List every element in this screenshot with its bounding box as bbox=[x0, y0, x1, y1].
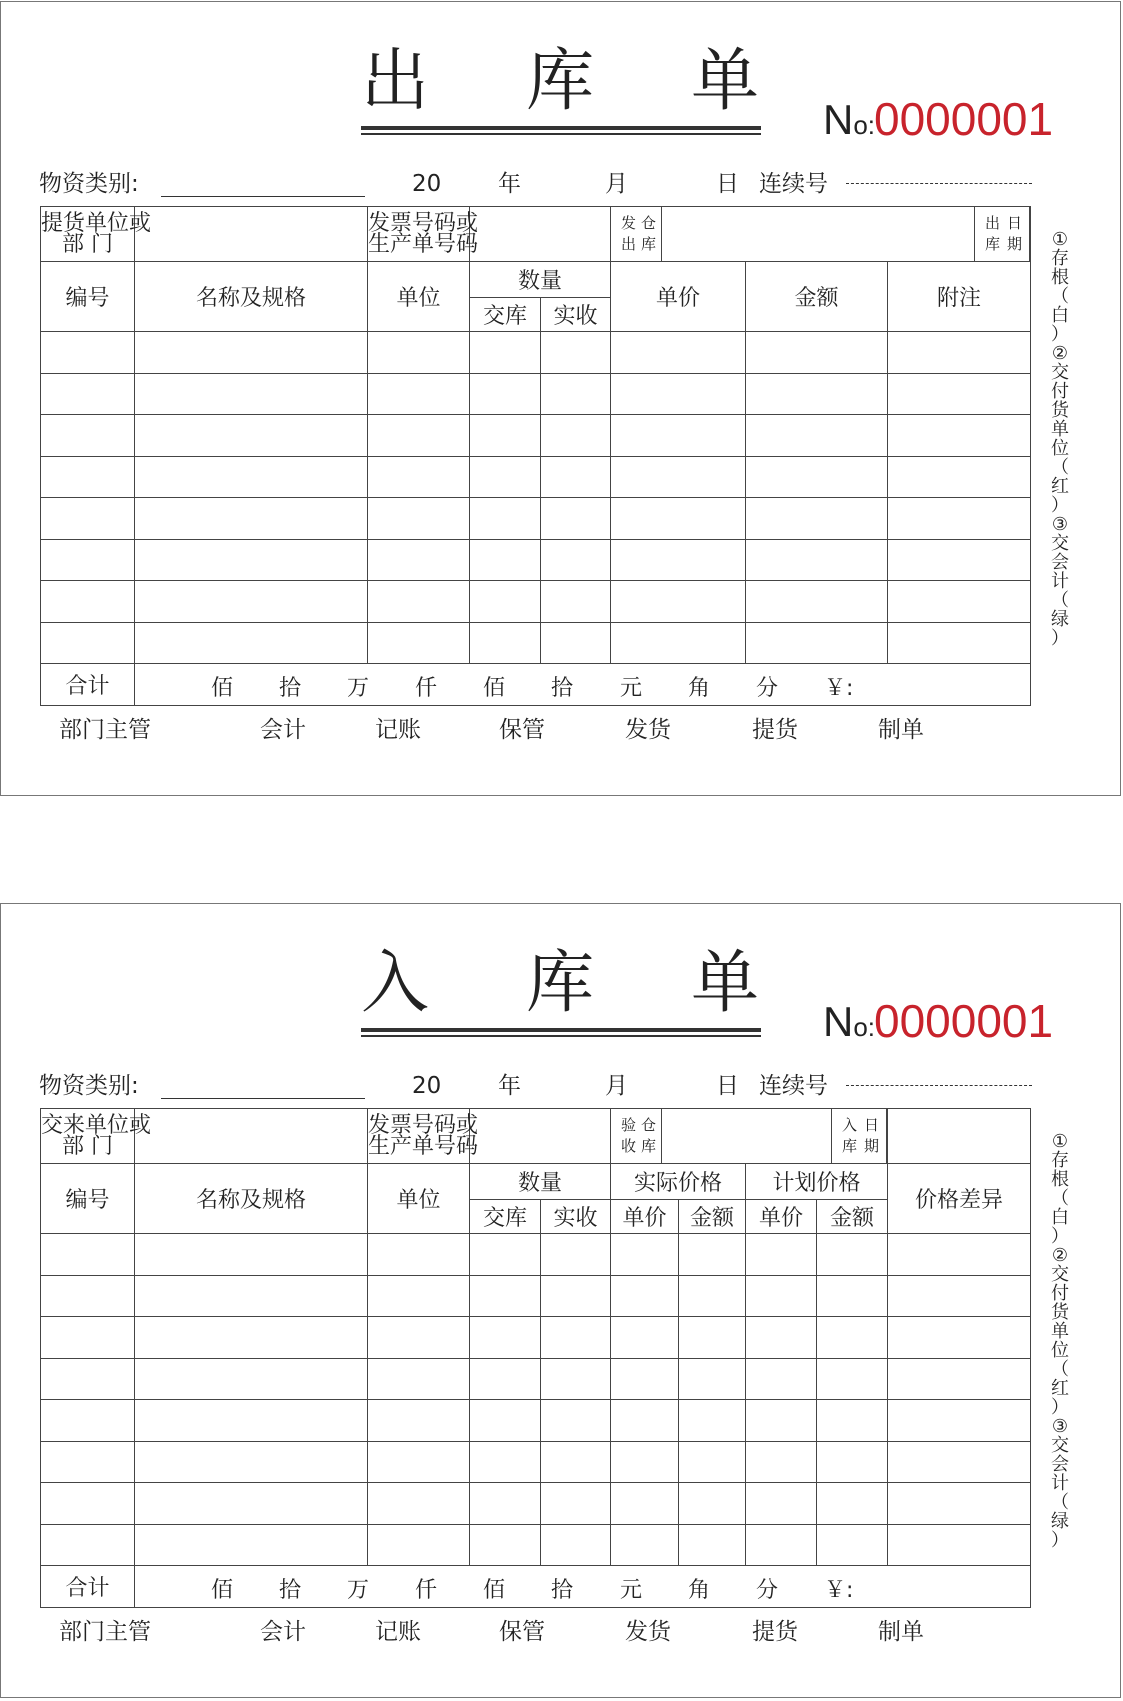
amount-yuan-symbol: ￥: bbox=[824, 676, 854, 701]
table-cell[interactable] bbox=[679, 1234, 746, 1276]
table-cell[interactable] bbox=[888, 581, 1031, 623]
table-cell[interactable] bbox=[541, 1524, 611, 1566]
signature-preparer: 制单 bbox=[878, 717, 924, 743]
amount-unit: 拾 bbox=[551, 1578, 574, 1603]
table-cell[interactable] bbox=[888, 1400, 1031, 1442]
table-cell[interactable] bbox=[746, 1524, 817, 1566]
table-cell[interactable] bbox=[888, 1234, 1031, 1276]
table-cell[interactable] bbox=[611, 1358, 679, 1400]
table-cell[interactable] bbox=[135, 373, 368, 415]
warehouse-field[interactable] bbox=[662, 207, 975, 261]
table-cell[interactable] bbox=[679, 1275, 746, 1317]
table-cell[interactable] bbox=[746, 456, 888, 498]
table-cell[interactable] bbox=[541, 1358, 611, 1400]
table-cell[interactable] bbox=[41, 498, 135, 540]
table-cell[interactable] bbox=[470, 332, 541, 374]
signature-dept-manager: 部门主管 bbox=[59, 1619, 151, 1645]
col-unit-price: 单价 bbox=[611, 262, 746, 332]
signature-accountant: 会计 bbox=[260, 717, 306, 743]
table-cell[interactable] bbox=[41, 415, 135, 457]
table-cell[interactable] bbox=[41, 1400, 135, 1442]
table-cell[interactable] bbox=[888, 1483, 1031, 1525]
table-cell[interactable] bbox=[541, 1234, 611, 1276]
table-cell[interactable] bbox=[746, 1441, 817, 1483]
day-label: 日 bbox=[716, 171, 739, 197]
table-cell[interactable] bbox=[746, 1234, 817, 1276]
signature-shipper: 发货 bbox=[625, 717, 671, 743]
table-row bbox=[41, 1524, 1031, 1566]
serial-no-label: No: bbox=[823, 998, 876, 1045]
table-cell[interactable] bbox=[135, 415, 368, 457]
date-label: 入库 日期 bbox=[832, 1109, 887, 1163]
table-cell[interactable] bbox=[746, 415, 888, 457]
table-row bbox=[41, 1483, 1031, 1525]
table-cell[interactable] bbox=[470, 1400, 541, 1442]
date-year-prefix: 20 bbox=[412, 1073, 442, 1099]
table-cell[interactable] bbox=[746, 622, 888, 664]
table-cell[interactable] bbox=[888, 415, 1031, 457]
table-cell[interactable] bbox=[41, 1483, 135, 1525]
table-row bbox=[41, 1358, 1031, 1400]
table-cell[interactable] bbox=[817, 1524, 888, 1566]
signature-bookkeeper: 记账 bbox=[375, 717, 421, 743]
table-cell[interactable] bbox=[41, 1317, 135, 1359]
col-actual-price: 实际价格 bbox=[611, 1164, 746, 1200]
table-cell[interactable] bbox=[817, 1234, 888, 1276]
col-plan-unit-price: 单价 bbox=[746, 1200, 817, 1234]
col-qty-delivered: 交库 bbox=[470, 298, 541, 332]
table-cell[interactable] bbox=[135, 1483, 368, 1525]
table-cell[interactable] bbox=[817, 1483, 888, 1525]
title-underline bbox=[361, 1028, 761, 1032]
col-number: 编号 bbox=[41, 262, 135, 332]
signature-custodian: 保管 bbox=[499, 1619, 545, 1645]
signature-receiver: 提货 bbox=[752, 717, 798, 743]
table-cell[interactable] bbox=[611, 1441, 679, 1483]
total-label: 合计 bbox=[41, 1566, 135, 1608]
table-cell[interactable] bbox=[746, 1317, 817, 1359]
copy-distribution-note: ① 存 根 （ 白 ） ② 交 付 货 单 位 （ 红 ） ③ 交 会 计 （ 绿 ） bbox=[1051, 1131, 1069, 1551]
table-row bbox=[41, 456, 1031, 498]
table-cell[interactable] bbox=[888, 1317, 1031, 1359]
table-cell[interactable] bbox=[541, 373, 611, 415]
table-cell[interactable] bbox=[368, 1441, 470, 1483]
outbound-slip bbox=[0, 1, 1121, 796]
table-cell[interactable] bbox=[817, 1275, 888, 1317]
serial-field[interactable] bbox=[846, 1085, 1032, 1086]
table-cell[interactable] bbox=[611, 539, 746, 581]
table-cell[interactable] bbox=[541, 539, 611, 581]
table-cell[interactable] bbox=[135, 622, 368, 664]
table-cell[interactable] bbox=[611, 622, 746, 664]
table-cell[interactable] bbox=[135, 332, 368, 374]
signature-accountant: 会计 bbox=[260, 1619, 306, 1645]
table-cell[interactable] bbox=[41, 581, 135, 623]
table-cell[interactable] bbox=[368, 1234, 470, 1276]
table-cell[interactable] bbox=[888, 498, 1031, 540]
warehouse-field[interactable] bbox=[662, 1109, 832, 1163]
table-cell[interactable] bbox=[368, 373, 470, 415]
amount-in-words-row[interactable] bbox=[135, 664, 1030, 705]
serial-label: 连续号 bbox=[759, 171, 828, 197]
table-cell[interactable] bbox=[611, 1524, 679, 1566]
table-cell[interactable] bbox=[888, 1524, 1031, 1566]
table-cell[interactable] bbox=[470, 1317, 541, 1359]
unit-label: 交来单位或 部 门 bbox=[41, 1109, 135, 1164]
form-title bbox=[361, 42, 761, 121]
table-row bbox=[41, 1400, 1031, 1442]
total-label: 合计 bbox=[41, 664, 135, 706]
table-cell[interactable] bbox=[611, 498, 746, 540]
signature-receiver: 提货 bbox=[752, 1619, 798, 1645]
amount-unit: 分 bbox=[756, 1578, 779, 1603]
table-cell[interactable] bbox=[41, 456, 135, 498]
table-cell[interactable] bbox=[368, 1400, 470, 1442]
table-cell[interactable] bbox=[470, 1275, 541, 1317]
table-cell[interactable] bbox=[611, 1275, 679, 1317]
table-cell[interactable] bbox=[41, 1441, 135, 1483]
col-qty-received: 实收 bbox=[541, 1200, 611, 1234]
table-cell[interactable] bbox=[135, 539, 368, 581]
table-cell[interactable] bbox=[541, 581, 611, 623]
col-number: 编号 bbox=[41, 1164, 135, 1234]
col-unit: 单位 bbox=[368, 262, 470, 332]
year-label: 年 bbox=[498, 171, 521, 197]
table-cell[interactable] bbox=[368, 539, 470, 581]
table-row bbox=[41, 1234, 1031, 1276]
amount-unit: 仟 bbox=[415, 1578, 438, 1603]
table-cell[interactable] bbox=[541, 1317, 611, 1359]
table-cell[interactable] bbox=[611, 581, 746, 623]
serial-no-value: 0000001 bbox=[874, 995, 1054, 1047]
material-category-field[interactable] bbox=[161, 1098, 365, 1099]
table-cell[interactable] bbox=[368, 1317, 470, 1359]
table-row bbox=[41, 539, 1031, 581]
table-cell[interactable] bbox=[470, 456, 541, 498]
unit-field[interactable] bbox=[135, 207, 368, 262]
table-cell[interactable] bbox=[541, 415, 611, 457]
amount-unit: 仟 bbox=[415, 676, 438, 701]
col-qty-received: 实收 bbox=[541, 298, 611, 332]
table-cell[interactable] bbox=[888, 622, 1031, 664]
table-cell[interactable] bbox=[611, 1483, 679, 1525]
table-cell[interactable] bbox=[888, 373, 1031, 415]
table-cell[interactable] bbox=[135, 1317, 368, 1359]
table-cell[interactable] bbox=[746, 1483, 817, 1525]
table-cell[interactable] bbox=[817, 1400, 888, 1442]
serial-field[interactable] bbox=[846, 183, 1032, 184]
amount-unit: 拾 bbox=[551, 676, 574, 701]
table-cell[interactable] bbox=[41, 1275, 135, 1317]
signature-preparer: 制单 bbox=[878, 1619, 924, 1645]
table-cell[interactable] bbox=[470, 1441, 541, 1483]
signature-custodian: 保管 bbox=[499, 717, 545, 743]
table-cell[interactable] bbox=[135, 456, 368, 498]
amount-unit: 拾 bbox=[279, 676, 302, 701]
invoice-field[interactable] bbox=[470, 1109, 611, 1164]
col-plan-amount: 金额 bbox=[817, 1200, 888, 1234]
table-cell[interactable] bbox=[611, 415, 746, 457]
col-amount: 金额 bbox=[746, 262, 888, 332]
amount-unit: 元 bbox=[620, 676, 643, 701]
signature-bookkeeper: 记账 bbox=[375, 1619, 421, 1645]
date-year-prefix: 20 bbox=[412, 171, 442, 197]
unit-field[interactable] bbox=[135, 1109, 368, 1164]
month-label: 月 bbox=[605, 1073, 628, 1099]
table-cell[interactable] bbox=[746, 539, 888, 581]
col-quantity: 数量 bbox=[470, 1164, 611, 1200]
table-row bbox=[41, 373, 1031, 415]
table-cell[interactable] bbox=[611, 1234, 679, 1276]
table-row bbox=[41, 332, 1031, 374]
title-underline bbox=[361, 126, 761, 130]
signature-shipper: 发货 bbox=[625, 1619, 671, 1645]
date-field[interactable] bbox=[888, 1109, 1031, 1164]
invoice-field[interactable] bbox=[470, 207, 611, 262]
table-cell[interactable] bbox=[679, 1483, 746, 1525]
table-cell[interactable] bbox=[746, 498, 888, 540]
table-cell[interactable] bbox=[888, 1275, 1031, 1317]
table-cell[interactable] bbox=[41, 332, 135, 374]
table-cell[interactable] bbox=[135, 1524, 368, 1566]
table-row bbox=[41, 1441, 1031, 1483]
title-char: 入 bbox=[361, 944, 430, 1023]
table-cell[interactable] bbox=[679, 1358, 746, 1400]
col-actual-unit-price: 单价 bbox=[611, 1200, 679, 1234]
warehouse-label: 验收 仓库 bbox=[611, 1109, 662, 1163]
title-char: 出 bbox=[361, 42, 430, 121]
table-cell[interactable] bbox=[541, 1400, 611, 1442]
serial-no-value: 0000001 bbox=[874, 93, 1054, 145]
table-cell[interactable] bbox=[368, 1483, 470, 1525]
table-cell[interactable] bbox=[41, 622, 135, 664]
table-cell[interactable] bbox=[470, 498, 541, 540]
table-cell[interactable] bbox=[888, 539, 1031, 581]
table-cell[interactable] bbox=[888, 456, 1031, 498]
table-cell[interactable] bbox=[541, 498, 611, 540]
table-cell[interactable] bbox=[746, 1358, 817, 1400]
col-price-diff: 价格差异 bbox=[888, 1164, 1031, 1234]
table-cell[interactable] bbox=[679, 1524, 746, 1566]
table-row bbox=[41, 1275, 1031, 1317]
table-cell[interactable] bbox=[541, 1275, 611, 1317]
material-category-label: 物资类别: bbox=[39, 1073, 139, 1099]
amount-unit: 拾 bbox=[279, 1578, 302, 1603]
table-cell[interactable] bbox=[746, 1400, 817, 1442]
table-cell[interactable] bbox=[368, 498, 470, 540]
table-cell[interactable] bbox=[470, 539, 541, 581]
table-cell[interactable] bbox=[135, 1358, 368, 1400]
amount-unit: 角 bbox=[688, 676, 711, 701]
table-cell[interactable] bbox=[611, 332, 746, 374]
table-cell[interactable] bbox=[541, 622, 611, 664]
col-name-spec: 名称及规格 bbox=[135, 1164, 368, 1234]
amount-unit: 万 bbox=[347, 1578, 370, 1603]
col-plan-price: 计划价格 bbox=[746, 1164, 888, 1200]
table-cell[interactable] bbox=[611, 373, 746, 415]
amount-unit: 佰 bbox=[211, 676, 234, 701]
table-cell[interactable] bbox=[470, 1524, 541, 1566]
table-cell[interactable] bbox=[41, 1358, 135, 1400]
form-title bbox=[361, 944, 761, 1023]
amount-unit: 佰 bbox=[483, 1578, 506, 1603]
table-cell[interactable] bbox=[368, 581, 470, 623]
table-cell[interactable] bbox=[470, 1483, 541, 1525]
col-unit: 单位 bbox=[368, 1164, 470, 1234]
invoice-label: 发票号码或 生产单号码 bbox=[368, 207, 470, 262]
table-cell[interactable] bbox=[470, 1358, 541, 1400]
title-char: 库 bbox=[526, 944, 595, 1023]
table-cell[interactable] bbox=[746, 1275, 817, 1317]
table-cell[interactable] bbox=[470, 581, 541, 623]
table-cell[interactable] bbox=[541, 332, 611, 374]
table-cell[interactable] bbox=[135, 1275, 368, 1317]
table-cell[interactable] bbox=[135, 1441, 368, 1483]
table-row bbox=[41, 581, 1031, 623]
signature-dept-manager: 部门主管 bbox=[59, 717, 151, 743]
table-cell[interactable] bbox=[679, 1317, 746, 1359]
table-cell[interactable] bbox=[541, 1483, 611, 1525]
col-name-spec: 名称及规格 bbox=[135, 262, 368, 332]
table-cell[interactable] bbox=[611, 1400, 679, 1442]
title-char: 单 bbox=[691, 944, 760, 1023]
table-cell[interactable] bbox=[368, 456, 470, 498]
title-underline bbox=[361, 1035, 761, 1037]
table-cell[interactable] bbox=[679, 1400, 746, 1442]
table-cell[interactable] bbox=[135, 1234, 368, 1276]
table-cell[interactable] bbox=[679, 1441, 746, 1483]
table-cell[interactable] bbox=[888, 1441, 1031, 1483]
table-cell[interactable] bbox=[368, 332, 470, 374]
table-cell[interactable] bbox=[746, 373, 888, 415]
table-cell[interactable] bbox=[41, 539, 135, 581]
table-cell[interactable] bbox=[368, 622, 470, 664]
table-cell[interactable] bbox=[746, 332, 888, 374]
table-cell[interactable] bbox=[746, 581, 888, 623]
table-row bbox=[41, 415, 1031, 457]
table-cell[interactable] bbox=[368, 1524, 470, 1566]
warehouse-label: 发出 仓库 bbox=[611, 207, 662, 261]
title-char: 单 bbox=[691, 42, 760, 121]
items-table bbox=[40, 1108, 1031, 1608]
amount-unit: 角 bbox=[688, 1578, 711, 1603]
table-cell[interactable] bbox=[541, 456, 611, 498]
table-cell[interactable] bbox=[817, 1441, 888, 1483]
table-cell[interactable] bbox=[888, 1358, 1031, 1400]
amount-unit: 佰 bbox=[211, 1578, 234, 1603]
inbound-slip bbox=[0, 903, 1121, 1698]
year-label: 年 bbox=[498, 1073, 521, 1099]
table-cell[interactable] bbox=[817, 1317, 888, 1359]
table-cell[interactable] bbox=[135, 1400, 368, 1442]
table-row bbox=[41, 498, 1031, 540]
table-cell[interactable] bbox=[817, 1358, 888, 1400]
table-cell[interactable] bbox=[368, 1358, 470, 1400]
table-cell[interactable] bbox=[541, 1441, 611, 1483]
table-cell[interactable] bbox=[41, 1234, 135, 1276]
invoice-label: 发票号码或 生产单号码 bbox=[368, 1109, 470, 1164]
serial-no-label: No: bbox=[823, 96, 876, 143]
amount-unit: 万 bbox=[347, 676, 370, 701]
table-cell[interactable] bbox=[368, 415, 470, 457]
title-char: 库 bbox=[526, 42, 595, 121]
day-label: 日 bbox=[716, 1073, 739, 1099]
amount-unit: 分 bbox=[756, 676, 779, 701]
col-remarks: 附注 bbox=[888, 262, 1031, 332]
col-quantity: 数量 bbox=[470, 262, 611, 298]
serial-label: 连续号 bbox=[759, 1073, 828, 1099]
table-cell[interactable] bbox=[611, 456, 746, 498]
table-cell[interactable] bbox=[470, 622, 541, 664]
table-cell[interactable] bbox=[470, 1234, 541, 1276]
table-cell[interactable] bbox=[135, 581, 368, 623]
table-row bbox=[41, 622, 1031, 664]
table-row bbox=[41, 1317, 1031, 1359]
items-table bbox=[40, 206, 1031, 706]
table-cell[interactable] bbox=[470, 373, 541, 415]
table-cell[interactable] bbox=[41, 373, 135, 415]
copy-distribution-note: ① 存 根 （ 白 ） ② 交 付 货 单 位 （ 红 ） ③ 交 会 计 （ 绿 ） bbox=[1051, 229, 1069, 649]
date-label: 出库 日期 bbox=[975, 207, 1030, 261]
col-qty-delivered: 交库 bbox=[470, 1200, 541, 1234]
month-label: 月 bbox=[605, 171, 628, 197]
unit-label: 提货单位或 部 门 bbox=[41, 207, 135, 262]
amount-unit: 佰 bbox=[483, 676, 506, 701]
amount-yuan-symbol: ￥: bbox=[824, 1578, 854, 1603]
material-category-field[interactable] bbox=[161, 196, 365, 197]
table-cell[interactable] bbox=[611, 1317, 679, 1359]
amount-unit: 元 bbox=[620, 1578, 643, 1603]
col-actual-amount: 金额 bbox=[679, 1200, 746, 1234]
table-cell[interactable] bbox=[41, 1524, 135, 1566]
amount-in-words-row[interactable] bbox=[135, 1566, 1030, 1607]
table-cell[interactable] bbox=[135, 498, 368, 540]
table-cell[interactable] bbox=[470, 415, 541, 457]
table-cell[interactable] bbox=[368, 1275, 470, 1317]
title-underline bbox=[361, 133, 761, 135]
table-cell[interactable] bbox=[888, 332, 1031, 374]
material-category-label: 物资类别: bbox=[39, 171, 139, 197]
